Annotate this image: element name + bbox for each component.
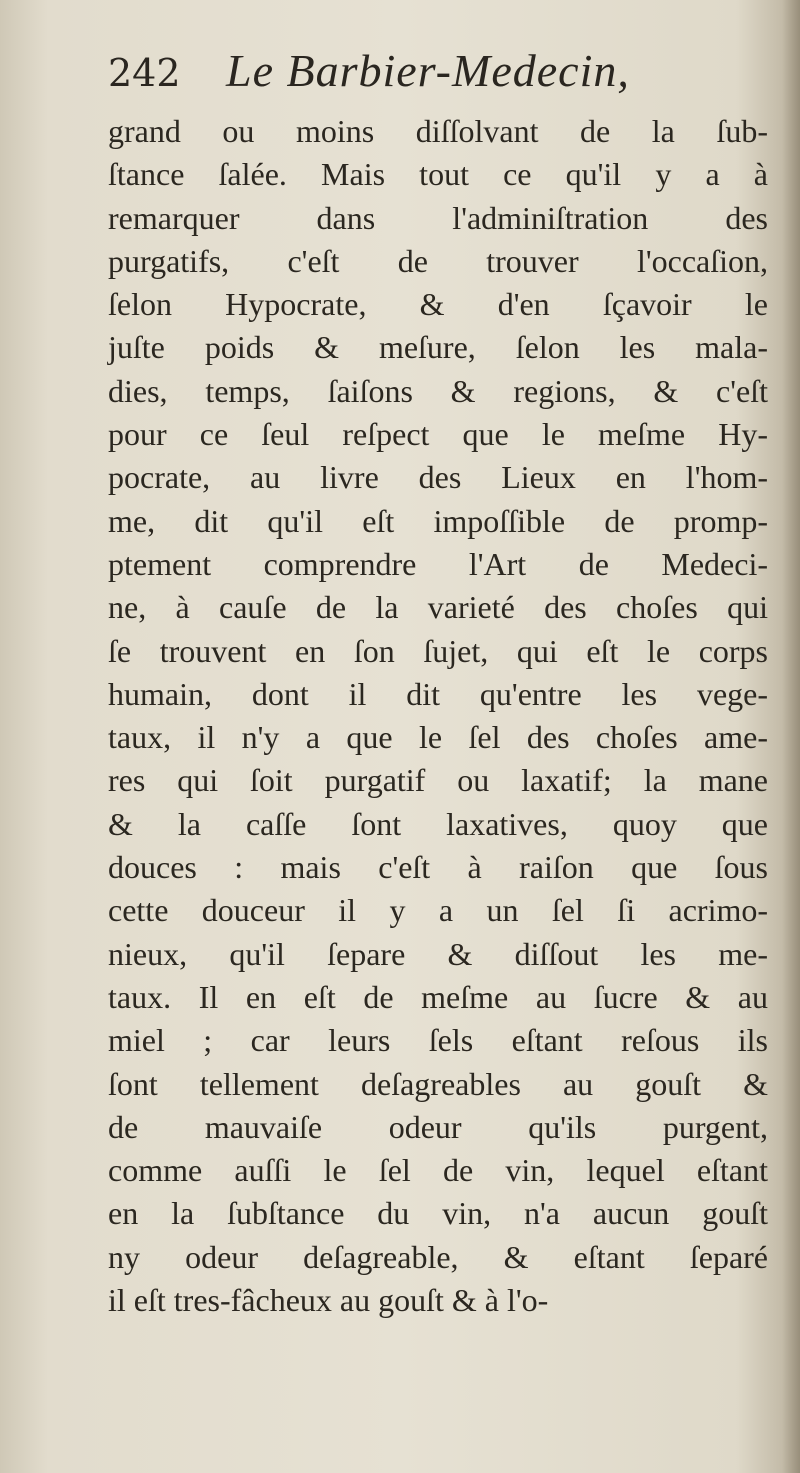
text-line: humain, dont il dit qu'entre les vege- (108, 675, 768, 712)
text-line: comme auſſi le ſel de vin, lequel eſtant (108, 1152, 768, 1189)
text-line: douces : mais c'eſt à raiſon que ſous (108, 849, 768, 886)
text-line: juſte poids & meſure, ſelon les mala- (108, 329, 768, 366)
text-line: dies, temps, ſaiſons & regions, & c'eſt (108, 372, 768, 409)
text-line: en la ſubſtance du vin, n'a aucun gouſt (108, 1195, 768, 1232)
text-line: de mauvaiſe odeur qu'ils purgent, (108, 1108, 768, 1145)
text-line: miel ; car leurs ſels eſtant reſous ils (108, 1022, 768, 1059)
text-line: pocrate, au livre des Lieux en l'hom- (108, 459, 768, 496)
text-line: pour ce ſeul reſpect que le meſme Hy- (108, 416, 768, 453)
text-line: & la caſſe ſont laxatives, quoy que (108, 805, 768, 842)
text-line: ptement comprendre l'Art de Medeci- (108, 545, 768, 582)
running-title: Le Barbier-Medecin, (226, 45, 630, 96)
body-text (108, 110, 768, 1322)
text-line: ny odeur deſagreable, & eſtant ſeparé (108, 1238, 768, 1275)
text-line: il eſt tres-fâcheux au gouſt & à l'o- (108, 1282, 549, 1319)
text-line: remarquer dans l'adminiſtration des (108, 199, 768, 236)
running-head (108, 44, 748, 114)
text-line: grand ou moins diſſolvant de la ſub- (108, 113, 768, 149)
text-line: nieux, qu'il ſepare & diſſout les me- (108, 935, 768, 972)
text-line: taux, il n'y a que le ſel des choſes ame- (108, 719, 768, 756)
text-line: cette douceur il y a un ſel ſi acrimo- (108, 892, 768, 929)
text-line: res qui ſoit purgatif ou laxatif; la mane (108, 762, 768, 799)
text-line: ſont tellement deſagreables au gouſt & (108, 1065, 768, 1102)
text-line: ne, à cauſe de la varieté des choſes qui (108, 589, 768, 626)
text-line: ſe trouvent en ſon ſujet, qui eſt le corps (108, 632, 768, 669)
text-line: ſelon Hypocrate, & d'en ſçavoir le (108, 286, 768, 323)
page-edge-shadow (782, 0, 800, 1473)
text-line: me, dit qu'il eſt impoſſible de promp- (108, 502, 768, 539)
text-line: purgatifs, c'eſt de trouver l'occaſion, (108, 242, 768, 279)
text-line: ſtance ſalée. Mais tout ce qu'il y a à (108, 156, 768, 193)
page-number: 242 (108, 51, 181, 95)
text-line: taux. Il en eſt de meſme au ſucre & au (108, 978, 768, 1015)
